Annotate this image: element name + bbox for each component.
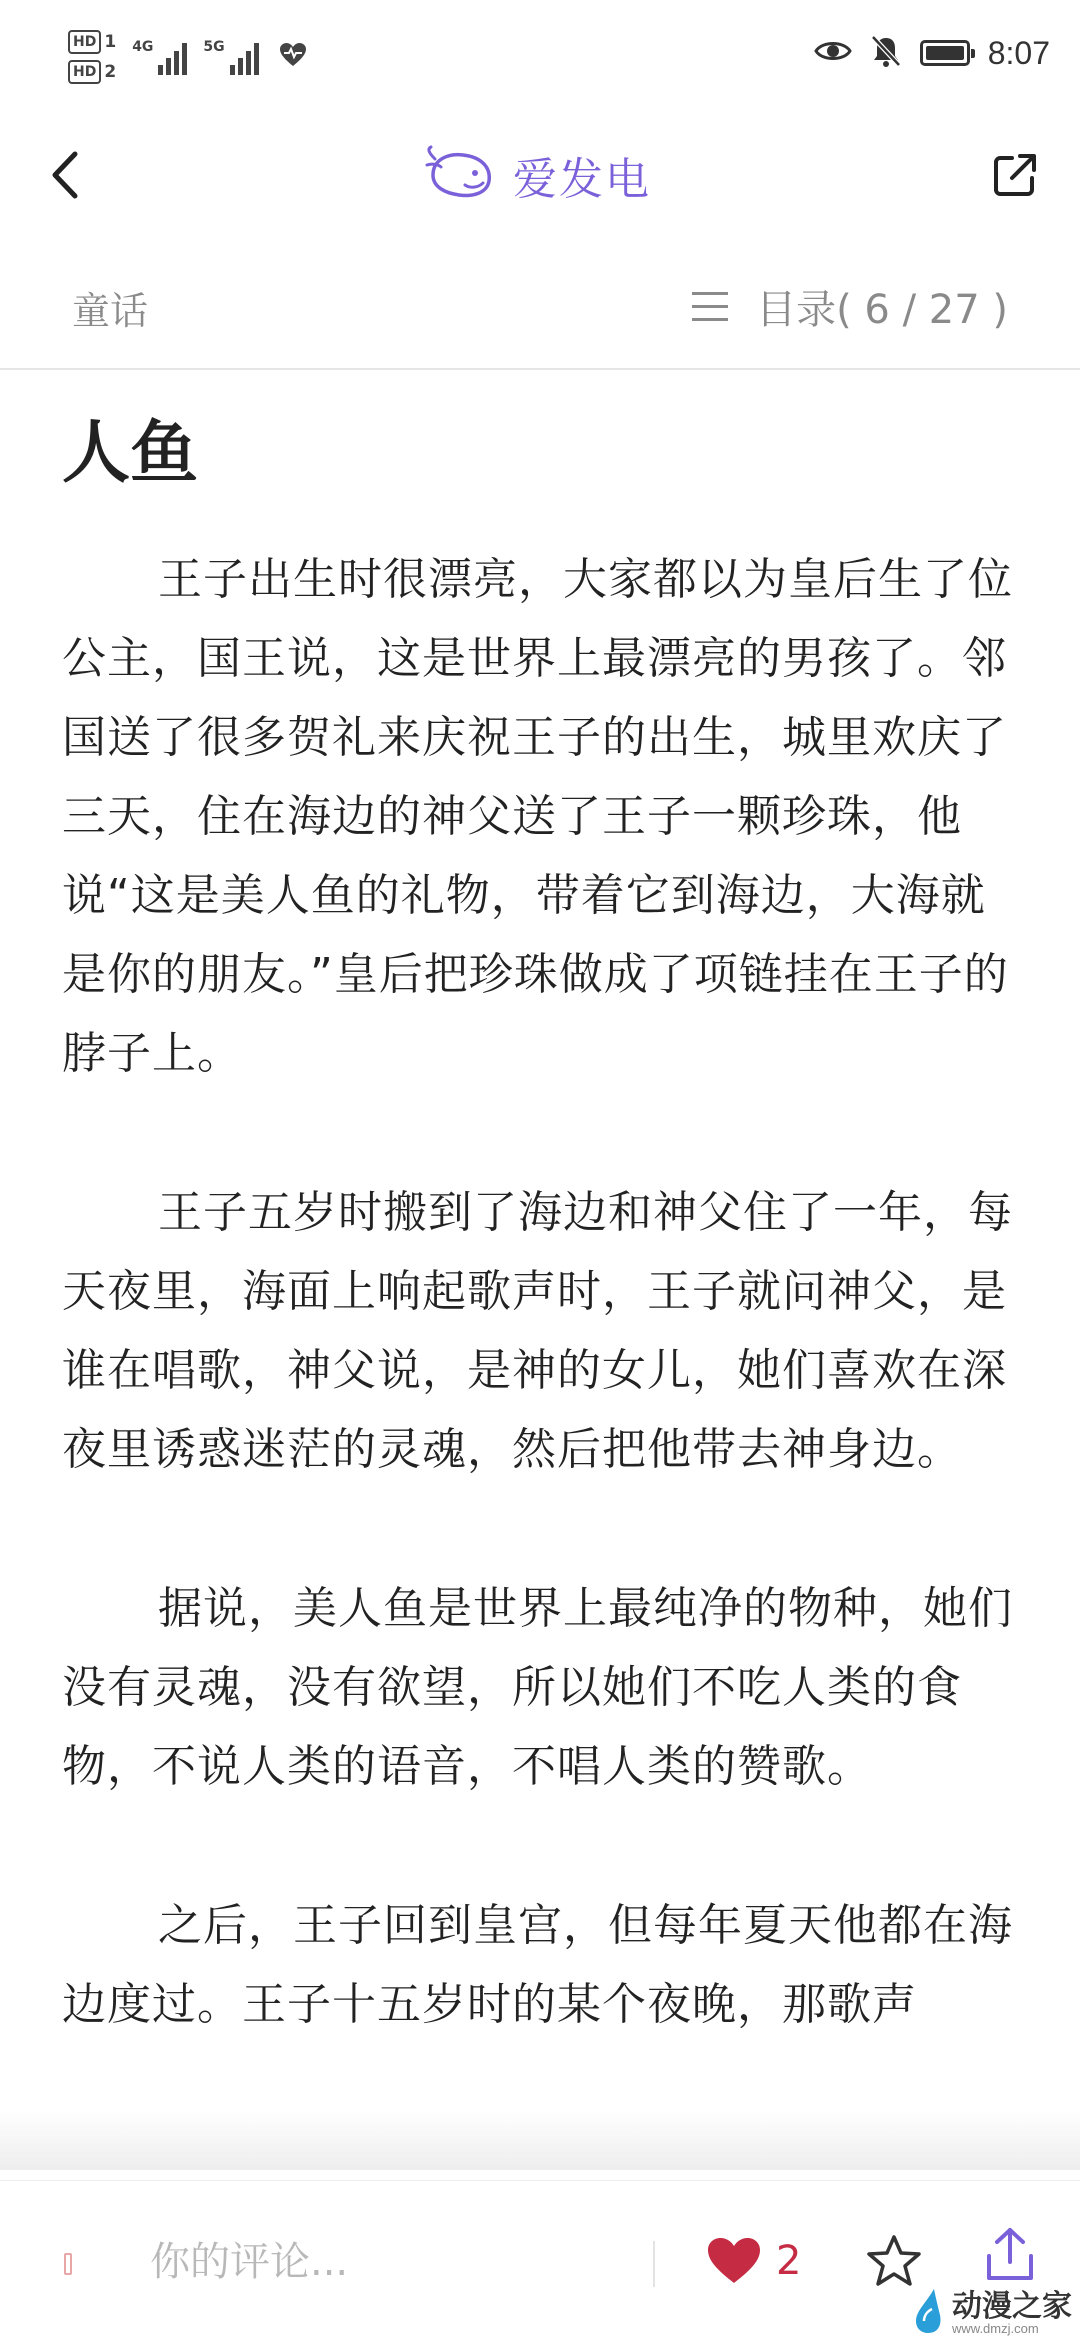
signal-1 — [132, 39, 187, 75]
mute-bell-icon — [870, 34, 902, 72]
share-upload-button[interactable] — [976, 2217, 1044, 2293]
sub-bar — [0, 250, 1080, 370]
status-right — [814, 34, 1050, 72]
like-count: 2 — [776, 2238, 802, 2284]
watermark — [912, 2287, 1072, 2335]
external-share-icon — [992, 152, 1038, 198]
status-time: 8:07 — [987, 34, 1050, 71]
share-button[interactable] — [980, 142, 1050, 208]
scroll-fade — [0, 2110, 1080, 2170]
brand-logo-icon — [425, 145, 497, 205]
bottom-bar — [0, 2180, 1080, 2340]
upload-icon — [985, 2226, 1035, 2284]
signal-bars-icon — [230, 39, 259, 75]
sim1-index: 1 — [104, 32, 117, 52]
watermark-sub: www.dmzj.com — [952, 2321, 1039, 2336]
back-button[interactable] — [30, 140, 100, 210]
chevron-left-icon — [45, 148, 85, 202]
network-type-1: 4G — [132, 39, 154, 55]
article-paragraph: 之后，王子回到皇宫，但每年夏天他都在海边度过。王子十五岁时的某个夜晚，那歌声 — [62, 1900, 1013, 2030]
divider — [653, 2241, 655, 2287]
watermark-text — [952, 2289, 1072, 2336]
user-avatar-icon — [64, 2253, 72, 2275]
eye-icon — [814, 38, 852, 68]
signal-2 — [203, 39, 258, 75]
like-button[interactable] — [706, 2225, 801, 2297]
app-bar — [0, 120, 1080, 230]
network-type-2: 5G — [203, 39, 225, 55]
sim2-label: HD — [68, 60, 101, 84]
article-title: 人鱼 — [62, 414, 199, 493]
battery-icon — [920, 40, 970, 66]
sim2-index: 2 — [104, 62, 117, 82]
status-bar — [0, 0, 1080, 120]
signal-bars-icon — [158, 39, 187, 75]
status-left — [68, 30, 307, 84]
comment-input[interactable] — [148, 2221, 632, 2303]
sim2-indicator — [68, 60, 116, 84]
sim-indicators — [68, 30, 116, 84]
article — [62, 414, 1022, 2124]
sim1-label: HD — [68, 30, 101, 54]
article-paragraph: 据说，美人鱼是世界上最纯净的物种，她们没有灵魂，没有欲望，所以她们不吃人类的食物，不说人类的语音，不唱人类的赞歌。 — [62, 1583, 1013, 1792]
brand-name: 爱发电 — [513, 154, 651, 205]
health-heart-icon — [279, 42, 307, 72]
menu-lines-icon — [692, 292, 728, 321]
toc-label: 目录( 6 / 27 ) — [756, 287, 1008, 333]
star-icon — [866, 2234, 922, 2288]
article-paragraph: 王子五岁时搬到了海边和神父住了一年，每天夜里，海面上响起歌声时，王子就问神父，是谁在唱歌，神父说，是神的女儿，她们喜欢在深夜里诱惑迷茫的灵魂，然后把他带去神身边。 — [62, 1187, 1013, 1475]
article-paragraph: 王子出生时很漂亮，大家都以为皇后生了位公主，国王说，这是世界上最漂亮的男孩了。邻国送了很多贺礼来庆祝王子的出生，城里欢庆了三天，住在海边的神父送了王子一颗珍珠，他说“这是美人鱼的礼物，带着它到海边，大海就是你的朋友。”皇后把珍珠做成了项链挂在王子的脖子上。 — [62, 554, 1013, 1079]
drop-logo-icon — [912, 2287, 946, 2335]
toc-button[interactable] — [692, 278, 1008, 335]
category-label[interactable]: 童话 — [72, 289, 149, 333]
watermark-main: 动漫之家 — [952, 2289, 1072, 2324]
heart-icon — [706, 2236, 762, 2286]
sim1-indicator — [68, 30, 116, 54]
brand — [425, 142, 651, 208]
